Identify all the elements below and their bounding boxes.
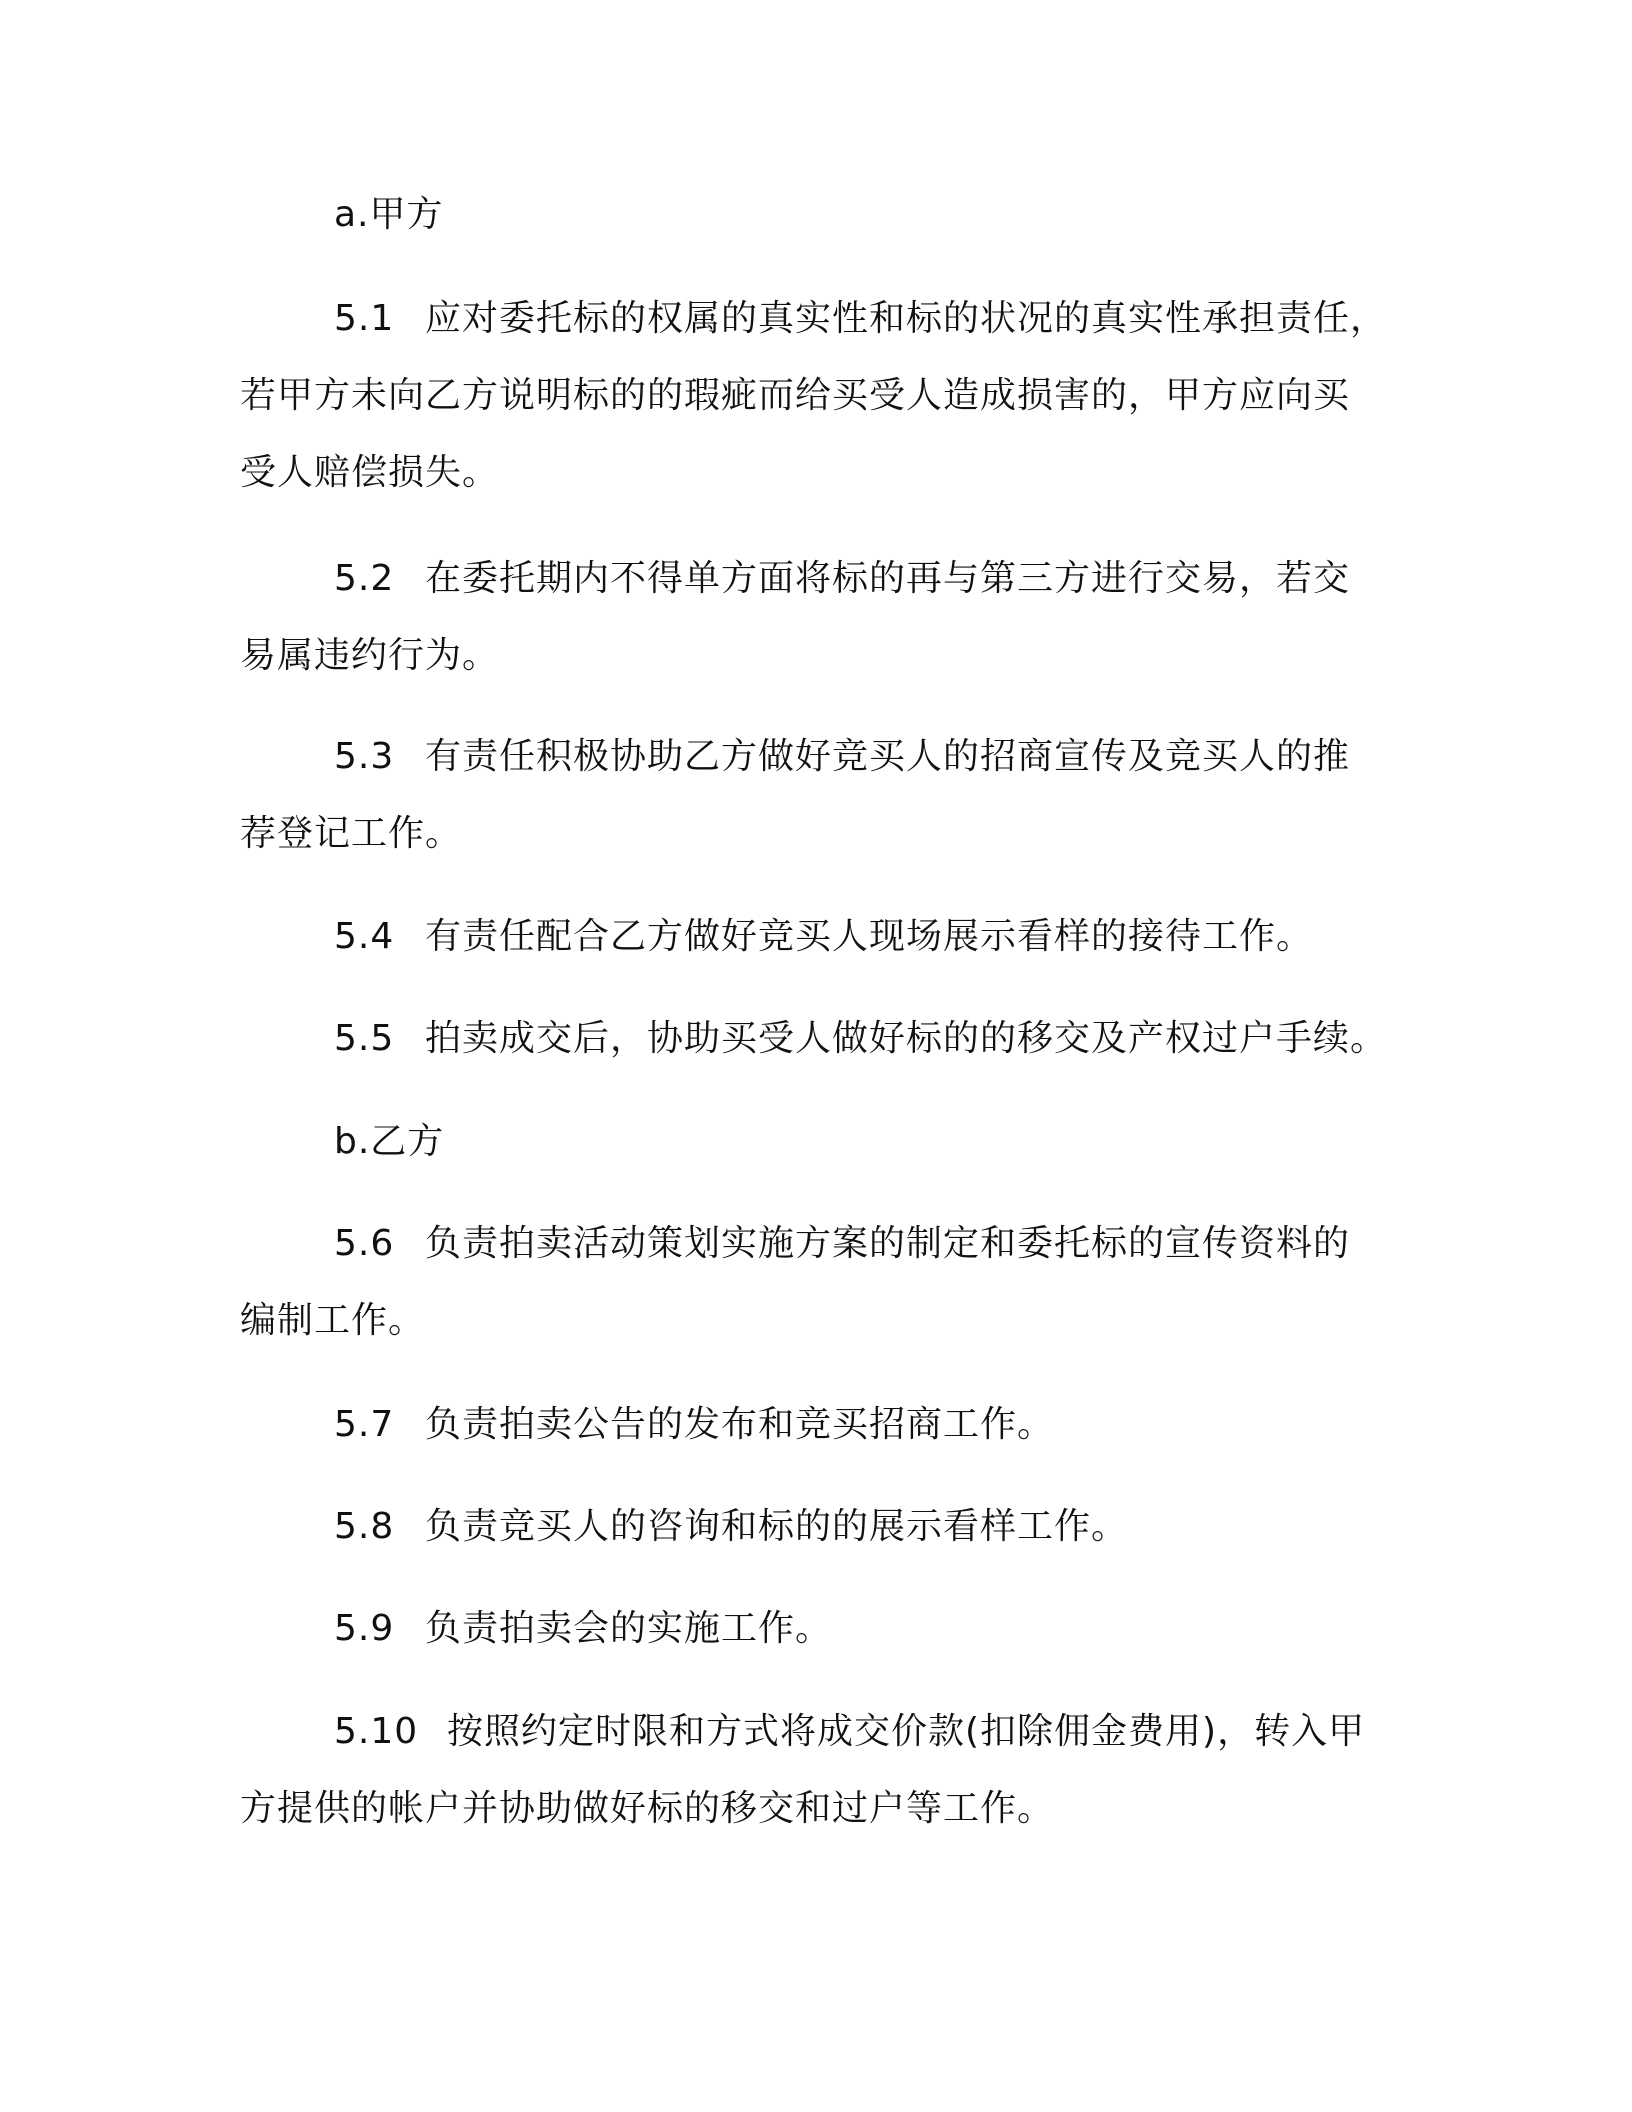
- clause-5-4: [240, 898, 1370, 975]
- clause-5-9: [240, 1590, 1370, 1667]
- clause-5-8: [240, 1488, 1370, 1565]
- clause-number: 5.9: [334, 1608, 395, 1649]
- clause-number: 5.2: [334, 558, 395, 599]
- clause-text-line: 编制工作。: [240, 1300, 426, 1341]
- section-heading-a: [240, 176, 1370, 253]
- clause-number: 5.6: [334, 1223, 395, 1264]
- clause-number: 5.3: [334, 736, 395, 777]
- clause-number: 5.8: [334, 1506, 395, 1547]
- clause-number: 5.7: [334, 1404, 395, 1445]
- clause-number: 5.10: [334, 1711, 419, 1752]
- clause-text-line: 负责拍卖会的实施工作。: [425, 1608, 833, 1649]
- section-heading-b: [240, 1103, 1370, 1180]
- heading-text: b.乙方: [334, 1121, 445, 1162]
- clause-text-line: 易属违约行为。: [240, 635, 500, 676]
- clause-5-5: [240, 1000, 1388, 1077]
- clause-text-line: 应对委托标的权属的真实性和标的状况的真实性承担责任，: [425, 298, 1388, 339]
- clause-text-line: 在委托期内不得单方面将标的再与第三方进行交易，若交: [425, 558, 1351, 599]
- clause-text-line: 荐登记工作。: [240, 813, 463, 854]
- clause-5-1: [240, 280, 1388, 511]
- clause-text-line: 负责拍卖活动策划实施方案的制定和委托标的宣传资料的: [425, 1223, 1351, 1264]
- clause-number: 5.1: [334, 298, 395, 339]
- clause-number: 5.4: [334, 916, 395, 957]
- clause-5-7: [240, 1386, 1370, 1463]
- clause-text-line: 有责任配合乙方做好竞买人现场展示看样的接待工作。: [425, 916, 1314, 957]
- clause-5-2: [240, 540, 1370, 694]
- clause-text-line: 拍卖成交后，协助买受人做好标的的移交及产权过户手续。: [425, 1018, 1388, 1059]
- clause-text-line: 负责竞买人的咨询和标的的展示看样工作。: [425, 1506, 1129, 1547]
- clause-text-line: 按照约定时限和方式将成交价款(扣除佣金费用)，转入甲: [447, 1711, 1366, 1752]
- clause-5-10: [240, 1693, 1370, 1847]
- clause-number: 5.5: [334, 1018, 395, 1059]
- clause-text-line: 受人赔偿损失。: [240, 452, 500, 493]
- clause-5-6: [240, 1205, 1370, 1359]
- clause-text-line: 若甲方未向乙方说明标的的瑕疵而给买受人造成损害的，甲方应向买: [240, 375, 1351, 416]
- clause-text-line: 有责任积极协助乙方做好竞买人的招商宣传及竞买人的推: [425, 736, 1351, 777]
- clause-text-line: 方提供的帐户并协助做好标的移交和过户等工作。: [240, 1788, 1055, 1829]
- clause-text-line: 负责拍卖公告的发布和竞买招商工作。: [425, 1404, 1055, 1445]
- clause-5-3: [240, 718, 1370, 872]
- heading-text: a.甲方: [334, 194, 444, 235]
